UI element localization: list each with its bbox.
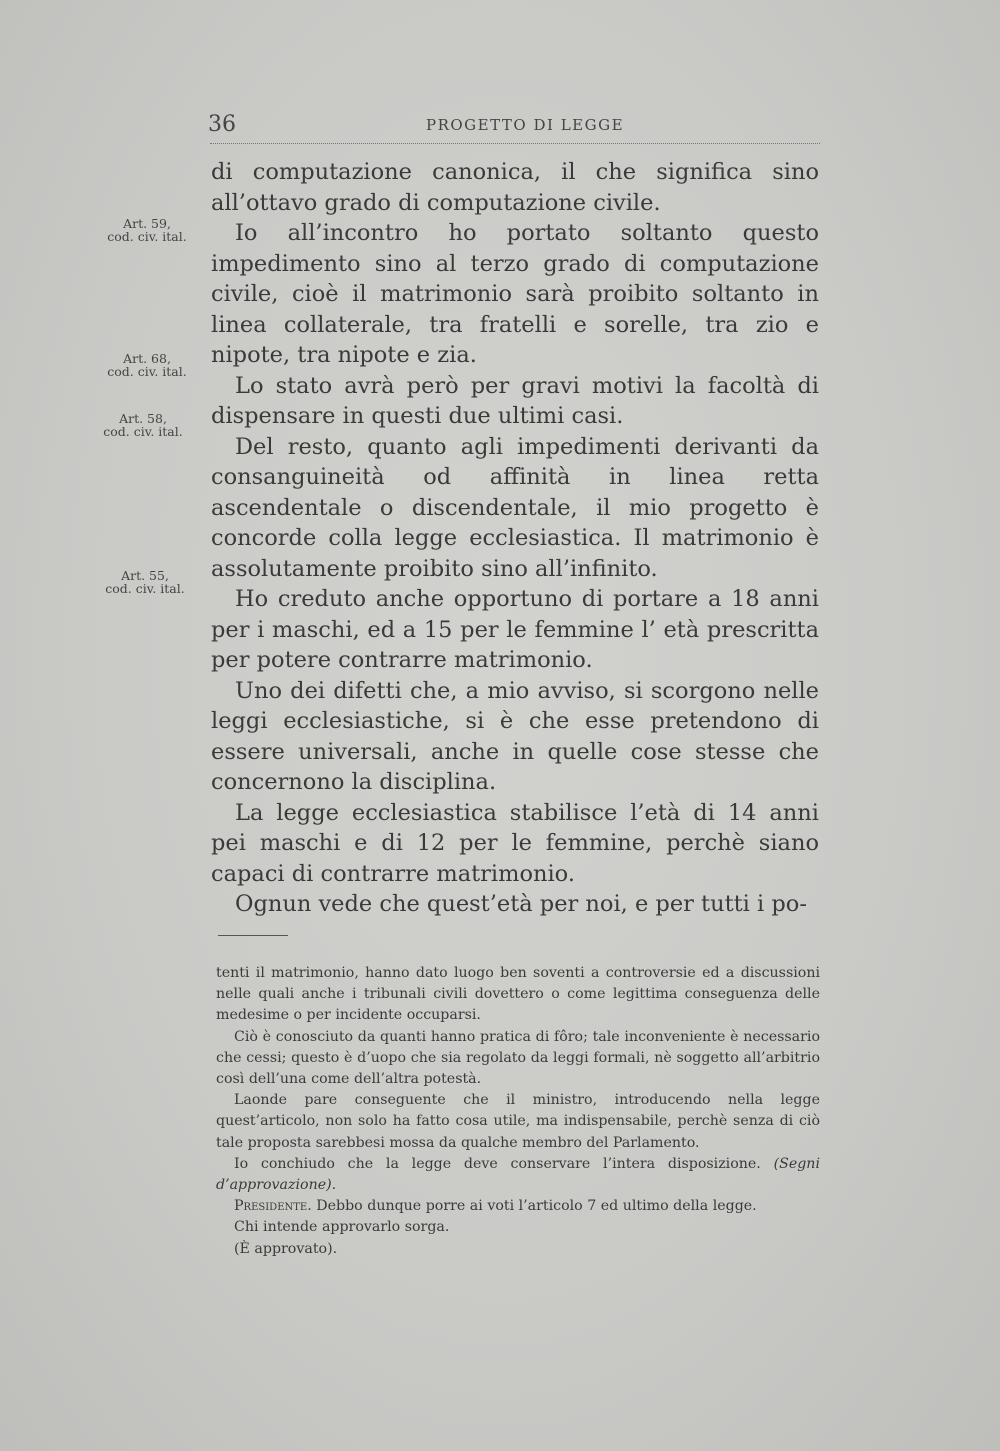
header-rule bbox=[210, 143, 820, 144]
paragraph: Del resto, quanto agli impedimenti derivanti da consanguineità od affinità in linea retta ascendentale o discendentale, il mio progetto è concorde colla legge ecclesiastica. Il matrimonio è assolutamente proibito sino all’infinito. bbox=[211, 433, 819, 582]
footnote-paragraph: Ciò è conosciuto da quanti hanno pratica di fôro; tale inconveniente è necessario che cessi; questo è d’uopo che sia regolato da leggi formali, nè soggetto all’arbitrio così dell’una come dell’altra potestà. bbox=[216, 1028, 820, 1088]
page-header bbox=[208, 112, 820, 136]
paragraph: Uno dei difetti che, a mio avviso, si scorgono nelle leggi ecclesiastiche, si è che esse pretendono di essere universali, anche in quelle cose stesse che concernono la disciplina. bbox=[211, 677, 819, 795]
paragraph: La legge ecclesiastica stabilisce l’età di 14 anni pei maschi e di 12 per le femmine, perchè siano capaci di contrarre matrimonio. bbox=[211, 799, 819, 887]
footnote-text: Debbo dunque porre ai voti l’articolo 7 ed ultimo della legge. bbox=[316, 1198, 757, 1215]
margin-note-code: cod. civ. ital. bbox=[105, 581, 185, 596]
body-text bbox=[211, 157, 819, 920]
margin-note bbox=[90, 569, 200, 595]
margin-note-article: Art. 59, bbox=[123, 216, 171, 231]
paragraph: Ho creduto anche opportuno di portare a 18 anni per i maschi, ed a 15 per le femmine l’ età prescritta per potere contrarre matrimonio. bbox=[211, 586, 819, 673]
margin-note bbox=[88, 412, 198, 438]
paragraph: Io all’incontro ho portato soltanto questo impedimento sino al terzo grado di computazione civile, cioè il matrimonio sarà proibito soltanto in linea collaterale, tra fratelli e sorelle, tra zio e nipote, tra nipote e zia. bbox=[211, 220, 819, 368]
margin-note-article: Art. 68, bbox=[123, 351, 171, 366]
footnote-paragraph: Laonde pare conseguente che il ministro, introducendo nella legge quest’articolo, non solo ha fatto cosa utile, ma indispensabile, perchè senza di ciò tale proposta sarebbesi mossa da qualche membro del Parlamento. bbox=[216, 1092, 820, 1151]
paragraph: di computazione canonica, il che significa sino all’ottavo grado di computazione civile. bbox=[211, 159, 819, 216]
applause-note: (Segni d’approvazione). bbox=[216, 1155, 820, 1194]
footnote-paragraph bbox=[216, 1154, 820, 1196]
margin-note bbox=[92, 352, 202, 378]
footnote-rule bbox=[218, 935, 288, 936]
margin-note-code: cod. civ. ital. bbox=[107, 229, 187, 244]
margin-note-article: Art. 58, bbox=[119, 411, 167, 426]
footnote-paragraph bbox=[216, 1196, 820, 1217]
margin-note-code: cod. civ. ital. bbox=[107, 364, 187, 379]
footnote-paragraph: tenti il matrimonio, hanno dato luogo ben soventi a controversie ed a discussioni nelle quali anche i tribunali civili dovettero o come legittima conseguenza delle medesime o per incidente occuparsi. bbox=[216, 965, 820, 1024]
speaker-name: Presidente. bbox=[234, 1198, 312, 1215]
footnote-paragraph: (È approvato). bbox=[234, 1240, 338, 1257]
footnote-paragraph: Chi intende approvarlo sorga. bbox=[234, 1219, 450, 1236]
footnote-text: Io conchiudo che la legge deve conservare l’intera disposizione. bbox=[234, 1155, 761, 1172]
footnotes bbox=[216, 963, 820, 1260]
page-number: 36 bbox=[208, 112, 236, 137]
margin-note bbox=[92, 217, 202, 243]
margin-note-article: Art. 55, bbox=[121, 568, 169, 583]
paragraph: Ognun vede che quest’età per noi, e per tutti i po- bbox=[235, 891, 807, 917]
paragraph: Lo stato avrà però per gravi motivi la facoltà di dispensare in questi due ultimi casi. bbox=[211, 372, 819, 429]
margin-note-code: cod. civ. ital. bbox=[103, 424, 183, 439]
running-head: PROGETTO DI LEGGE bbox=[426, 116, 625, 134]
